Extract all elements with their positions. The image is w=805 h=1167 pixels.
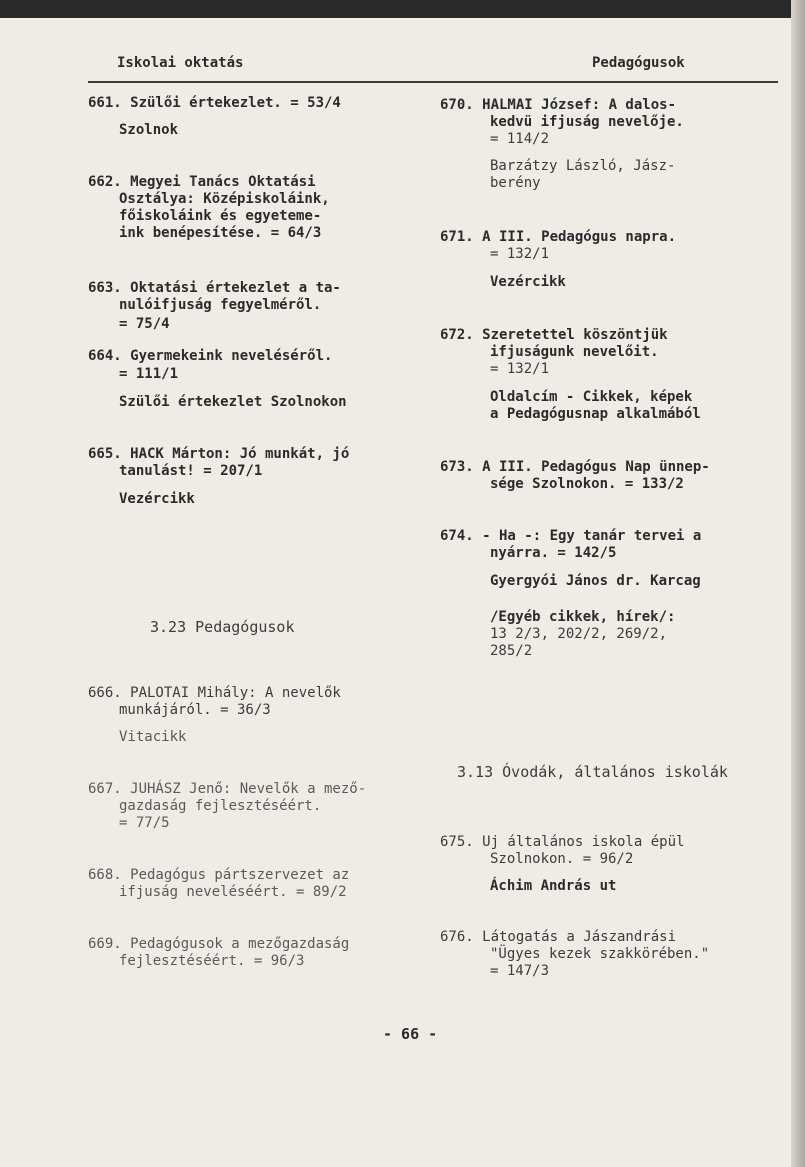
other-articles-line2: 13 2/3, 202/2, 269/2, <box>490 626 668 642</box>
entry-671-note: Vezércikk <box>490 274 566 290</box>
entry-668-line1: 668. Pedagógus pártszervezet az <box>88 867 350 883</box>
entry-670-line1: 670. HALMAI József: A dalos- <box>440 97 677 113</box>
entry-666-line2: munkájáról. = 36/3 <box>119 702 271 718</box>
entry-669-line2: fejlesztéséért. = 96/3 <box>119 953 305 969</box>
entry-670-note1: Barzátzy László, Jász- <box>490 158 676 174</box>
entry-666-line1: 666. PALOTAI Mihály: A nevelők <box>88 685 341 701</box>
entry-673-line1: 673. A III. Pedagógus Nap ünnep- <box>440 459 710 475</box>
entry-673-line2: sége Szolnokon. = 133/2 <box>490 476 684 492</box>
entry-672-line1: 672. Szeretettel köszöntjük <box>440 327 668 343</box>
entry-662-line4: ink benépesítése. = 64/3 <box>119 225 322 241</box>
entry-662-line2: Osztálya: Középiskoláink, <box>119 191 330 207</box>
entry-662-line3: főiskoláink és egyeteme- <box>119 208 322 224</box>
entry-672-note1: Oldalcím - Cikkek, képek <box>490 389 693 405</box>
entry-676-line1: 676. Látogatás a Jászandrási <box>440 929 677 945</box>
entry-661-line1: 661. Szülői értekezlet. = 53/4 <box>88 95 341 111</box>
entry-664-line1: 664. Gyermekeink neveléséről. <box>88 348 333 364</box>
header-left: Iskolai oktatás <box>117 55 244 71</box>
entry-675-note: Áchim András ut <box>490 878 617 894</box>
scan-dark-band <box>0 0 805 18</box>
entry-670-line3: = 114/2 <box>490 131 550 147</box>
entry-674-note: Gyergyói János dr. Karcag <box>490 573 701 589</box>
entry-668-line2: ifjuság neveléséért. = 89/2 <box>119 884 347 900</box>
entry-661-line2: Szolnok <box>119 122 179 138</box>
entry-672-line3: = 132/1 <box>490 361 550 377</box>
entry-665-note: Vezércikk <box>119 491 195 507</box>
entry-676-line2: "Ügyes kezek szakkörében." <box>490 946 710 962</box>
page-edge-shadow <box>791 0 805 1167</box>
entry-663-line2: nulóifjuság fegyelméről. <box>119 297 322 313</box>
entry-663-line3: = 75/4 <box>119 316 170 332</box>
entry-667-line2: gazdaság fejlesztéséért. <box>119 798 322 814</box>
entry-666-note: Vitacikk <box>119 729 187 745</box>
other-articles-line3: 285/2 <box>490 643 533 659</box>
entry-671-line2: = 132/1 <box>490 246 550 262</box>
header-right: Pedagógusok <box>592 55 685 71</box>
other-articles-line1: /Egyéb cikkek, hírek/: <box>490 609 676 625</box>
entry-675-line2: Szolnokon. = 96/2 <box>490 851 634 867</box>
header-rule <box>88 81 778 83</box>
entry-674-line1: 674. - Ha -: Egy tanár tervei a <box>440 528 702 544</box>
entry-663-line1: 663. Oktatási értekezlet a ta- <box>88 280 341 296</box>
entry-671-line1: 671. A III. Pedagógus napra. <box>440 229 677 245</box>
entry-676-line3: = 147/3 <box>490 963 550 979</box>
entry-665-line1: 665. HACK Márton: Jó munkát, jó <box>88 446 350 462</box>
entry-664-note: Szülői értekezlet Szolnokon <box>119 394 347 410</box>
entry-667-line1: 667. JUHÁSZ Jenő: Nevelők a mező- <box>88 781 367 797</box>
entry-675-line1: 675. Uj általános iskola épül <box>440 834 685 850</box>
entry-665-line2: tanulást! = 207/1 <box>119 463 263 479</box>
entry-674-line2: nyárra. = 142/5 <box>490 545 617 561</box>
entry-672-note2: a Pedagógusnap alkalmából <box>490 406 701 422</box>
entry-667-line3: = 77/5 <box>119 815 170 831</box>
entry-664-line2: = 111/1 <box>119 366 179 382</box>
section-3-23-heading: 3.23 Pedagógusok <box>150 618 295 636</box>
entry-669-line1: 669. Pedagógusok a mezőgazdaság <box>88 936 350 952</box>
entry-662-line1: 662. Megyei Tanács Oktatási <box>88 174 316 190</box>
entry-672-line2: ifjuságunk nevelőit. <box>490 344 659 360</box>
entry-670-note2: berény <box>490 175 541 191</box>
section-3-13-heading: 3.13 Óvodák, általános iskolák <box>457 763 728 781</box>
entry-670-line2: kedvü ifjuság nevelője. <box>490 114 684 130</box>
page-number: - 66 - <box>383 1025 438 1043</box>
